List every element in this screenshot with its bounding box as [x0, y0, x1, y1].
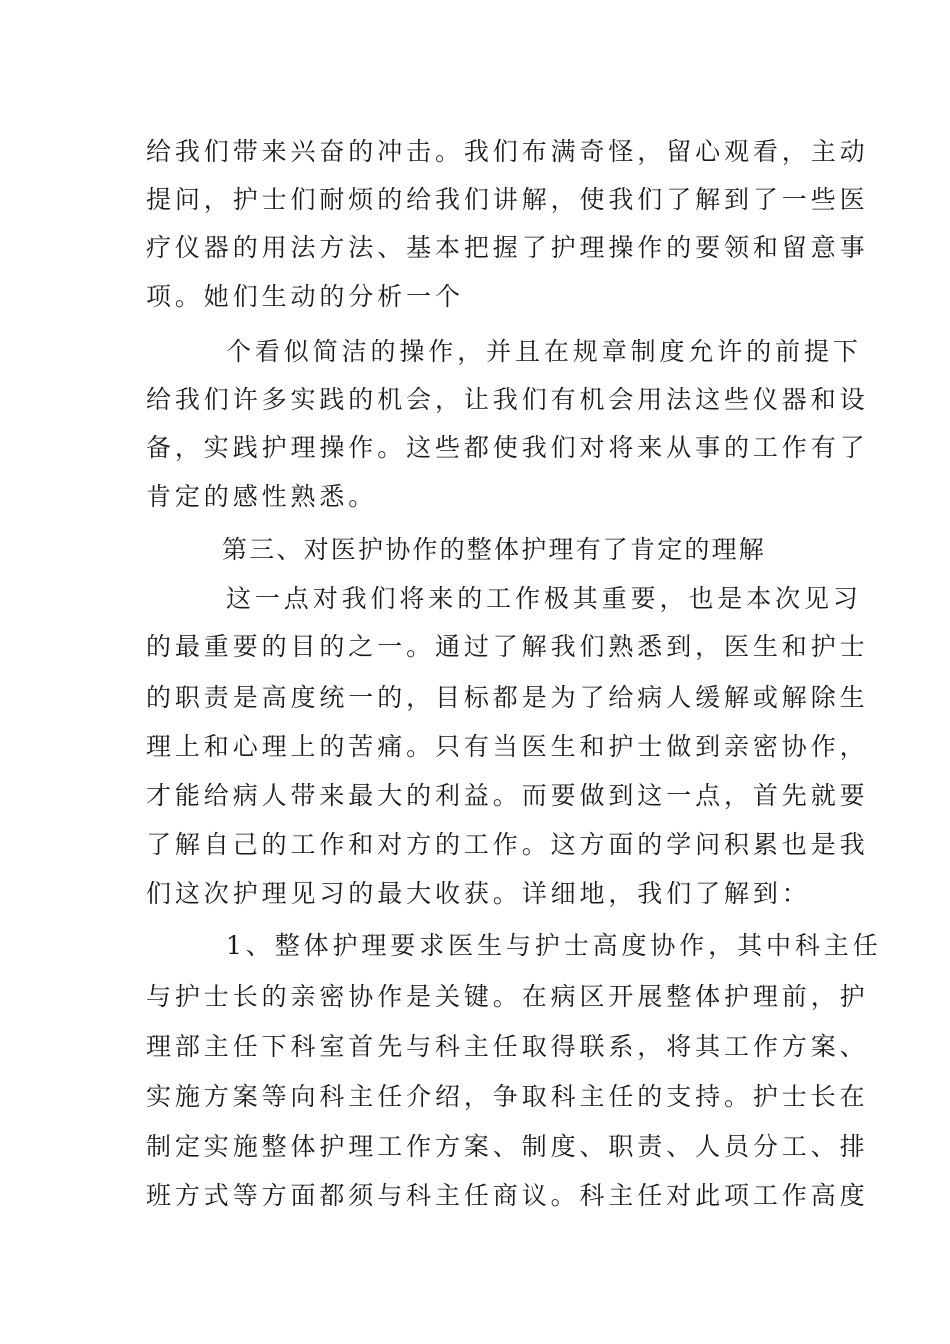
text-line: 肯定的感性熟悉。 — [146, 482, 378, 511]
text-line: 班方式等方面都须与科主任商议。科主任对此项工作高度 — [146, 1181, 869, 1210]
text-line: 才能给病人带来最大的利益。而要做到这一点，首先就要 — [146, 781, 869, 810]
text-line: 的职责是高度统一的，目标都是为了给病人缓解或解除生 — [146, 683, 869, 712]
text-line: 给我们许多实践的机会，让我们有机会用法这些仪器和设 — [146, 385, 869, 414]
text-line: 个看似简洁的操作，并且在规章制度允许的前提下 — [226, 337, 862, 366]
text-line: 们这次护理见习的最大收获。详细地，我们了解到： — [146, 879, 811, 908]
text-line: 理上和心理上的苦痛。只有当医生和护士做到亲密协作， — [146, 732, 869, 761]
section-heading: 第三、对医护协作的整体护理有了肯定的理解 — [222, 535, 767, 564]
text-line: 这一点对我们将来的工作极其重要，也是本次见习 — [226, 584, 862, 613]
text-line: 疗仪器的用法方法、基本把握了护理操作的要领和留意事 — [146, 233, 869, 262]
text-line: 制定实施整体护理工作方案、制度、职责、人员分工、排 — [146, 1132, 869, 1161]
text-line: 了解自己的工作和对方的工作。这方面的学问积累也是我 — [146, 830, 869, 859]
list-item: 1、整体护理要求医生与护士高度协作，其中科主任 — [226, 931, 882, 960]
text-line: 项。她们生动的分析一个 — [146, 282, 464, 311]
text-line: 的最重要的目的之一。通过了解我们熟悉到，医生和护士 — [146, 632, 869, 661]
text-line: 备，实践护理操作。这些都使我们对将来从事的工作有了 — [146, 433, 869, 462]
text-line: 理部主任下科室首先与科主任取得联系，将其工作方案、 — [146, 1032, 869, 1061]
text-line: 实施方案等向科主任介绍，争取科主任的支持。护士长在 — [146, 1082, 869, 1111]
text-line: 与护士长的亲密协作是关键。在病区开展整体护理前，护 — [146, 982, 869, 1011]
text-line: 提问，护士们耐烦的给我们讲解，使我们了解到了一些医 — [146, 185, 869, 214]
text-line: 给我们带来兴奋的冲击。我们布满奇怪，留心观看，主动 — [146, 137, 869, 166]
